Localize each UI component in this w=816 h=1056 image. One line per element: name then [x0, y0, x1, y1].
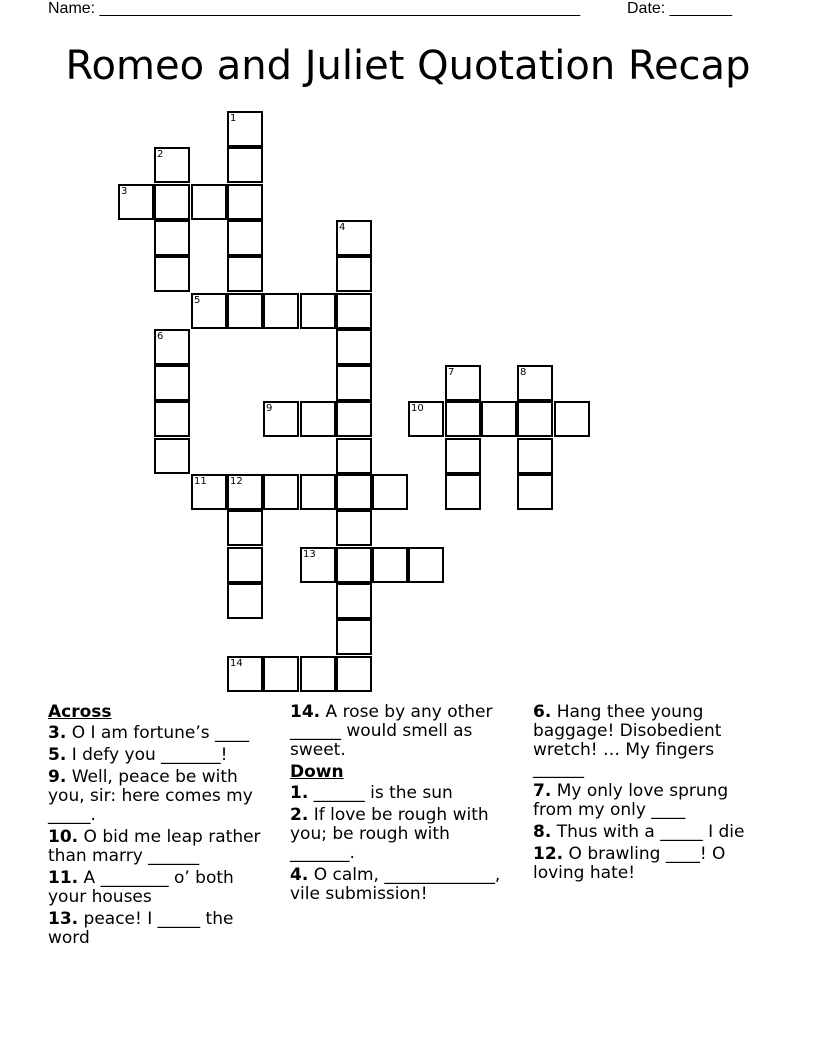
- crossword-cell[interactable]: [336, 329, 372, 365]
- crossword-cell[interactable]: [336, 583, 372, 619]
- crossword-cell[interactable]: [191, 293, 227, 329]
- crossword-cell[interactable]: [191, 184, 227, 220]
- crossword-cell[interactable]: [263, 656, 299, 692]
- clue-number: 4: [339, 222, 346, 233]
- clue-item-text: If love be rough with you; be rough with _______.: [290, 805, 489, 863]
- crossword-cell[interactable]: [336, 438, 372, 474]
- crossword-cell[interactable]: [300, 474, 336, 510]
- crossword-cell[interactable]: [154, 438, 190, 474]
- clue-number: 5: [194, 295, 201, 306]
- crossword-cell[interactable]: [481, 401, 517, 437]
- clue-number: 10: [411, 403, 424, 414]
- crossword-cell[interactable]: [517, 438, 553, 474]
- clue-number: 12: [230, 476, 243, 487]
- crossword-cell[interactable]: [300, 656, 336, 692]
- clue-number: 13: [303, 549, 316, 560]
- clue-item: [533, 782, 753, 820]
- clue-item-text: O brawling ____! O loving hate!: [533, 844, 726, 883]
- crossword-cell[interactable]: [336, 510, 372, 546]
- crossword-cell[interactable]: [154, 147, 190, 183]
- crossword-cell[interactable]: [227, 184, 263, 220]
- crossword-cell[interactable]: [408, 401, 444, 437]
- clue-number: 14: [230, 658, 243, 669]
- clue-item-number: 6.: [533, 702, 552, 722]
- clue-item-number: 1.: [290, 783, 309, 803]
- crossword-cell[interactable]: [517, 401, 553, 437]
- clue-item: [48, 724, 276, 743]
- clue-item-number: 13.: [48, 909, 79, 929]
- crossword-cell[interactable]: [263, 293, 299, 329]
- clue-number: 2: [157, 149, 164, 160]
- crossword-cell[interactable]: [445, 438, 481, 474]
- clue-item-text: A ________ o’ both your houses: [48, 868, 234, 907]
- crossword-cell[interactable]: [263, 474, 299, 510]
- clue-item-number: 9.: [48, 767, 67, 787]
- crossword-cell[interactable]: [445, 401, 481, 437]
- page-title: Romeo and Juliet Quotation Recap: [65, 43, 751, 89]
- crossword-cell[interactable]: [227, 256, 263, 292]
- crossword-cell[interactable]: [154, 256, 190, 292]
- date-field: Date: _______: [627, 0, 732, 17]
- clues-column-2: [290, 701, 512, 907]
- crossword-cell[interactable]: [517, 474, 553, 510]
- clue-item: [533, 845, 753, 883]
- crossword-cell[interactable]: [336, 619, 372, 655]
- name-field: Name: ______________________________________________________: [48, 0, 581, 17]
- crossword-cell[interactable]: [445, 365, 481, 401]
- clue-number: 11: [194, 476, 207, 487]
- clue-number: 6: [157, 331, 164, 342]
- crossword-cell[interactable]: [227, 220, 263, 256]
- clue-item-number: 12.: [533, 844, 564, 864]
- clue-number: 8: [520, 367, 527, 378]
- crossword-cell[interactable]: [227, 111, 263, 147]
- crossword-cell[interactable]: [263, 401, 299, 437]
- clue-item: [48, 746, 276, 765]
- clue-item-text: peace! I _____ the word: [48, 909, 234, 948]
- crossword-cell[interactable]: [445, 474, 481, 510]
- clue-item-text: I defy you _______!: [71, 745, 228, 765]
- clue-item: [290, 703, 512, 760]
- clue-section-heading: Down: [290, 762, 344, 782]
- crossword-cell[interactable]: [336, 656, 372, 692]
- clues-column-3: [533, 701, 753, 886]
- clue-item-text: Hang thee young baggage! Disobedient wretch! … My fingers ______: [533, 702, 722, 779]
- crossword-cell[interactable]: [227, 583, 263, 619]
- crossword-cell[interactable]: [300, 293, 336, 329]
- clue-number: 1: [230, 113, 237, 124]
- clue-item-text: Thus with a _____ I die: [556, 822, 745, 842]
- crossword-cell[interactable]: [154, 220, 190, 256]
- clue-item-number: 4.: [290, 865, 309, 885]
- clue-item-text: O I am fortune’s ____: [71, 723, 249, 743]
- clue-item: [48, 828, 276, 866]
- crossword-cell[interactable]: [372, 474, 408, 510]
- clue-item-number: 7.: [533, 781, 552, 801]
- clue-item: [290, 866, 512, 904]
- clue-item-number: 8.: [533, 822, 552, 842]
- clue-item: [48, 768, 276, 825]
- crossword-cell[interactable]: [227, 293, 263, 329]
- crossword-cell[interactable]: [154, 184, 190, 220]
- crossword-cell[interactable]: [118, 184, 154, 220]
- clue-item-text: O bid me leap rather than marry ______: [48, 827, 261, 866]
- clue-number: 7: [448, 367, 455, 378]
- clue-item-text: O calm, _____________, vile submission!: [290, 865, 501, 904]
- crossword-cell[interactable]: [554, 401, 590, 437]
- crossword-cell[interactable]: [336, 365, 372, 401]
- crossword-cell[interactable]: [300, 547, 336, 583]
- clue-item-number: 3.: [48, 723, 67, 743]
- clue-item: [533, 823, 753, 842]
- crossword-cell[interactable]: [154, 365, 190, 401]
- crossword-cell[interactable]: [336, 547, 372, 583]
- clue-item: [48, 910, 276, 948]
- crossword-cell[interactable]: [372, 547, 408, 583]
- crossword-cell[interactable]: [227, 656, 263, 692]
- clue-item-number: 10.: [48, 827, 79, 847]
- clue-number: 3: [121, 186, 128, 197]
- crossword-cell[interactable]: [336, 401, 372, 437]
- clue-item: [48, 869, 276, 907]
- clue-item-text: My only love sprung from my only ____: [533, 781, 729, 820]
- crossword-cell[interactable]: [300, 401, 336, 437]
- crossword-cell[interactable]: [191, 474, 227, 510]
- crossword-cell[interactable]: [336, 474, 372, 510]
- clue-item: [290, 806, 512, 863]
- clue-item-text: Well, peace be with you, sir: here comes my _____.: [48, 767, 253, 825]
- crossword-cell[interactable]: [336, 293, 372, 329]
- crossword-cell[interactable]: [154, 329, 190, 365]
- clue-item-number: 2.: [290, 805, 309, 825]
- clue-number: 9: [266, 403, 273, 414]
- clue-item-number: 5.: [48, 745, 67, 765]
- clue-item-number: 11.: [48, 868, 79, 888]
- crossword-cell[interactable]: [154, 401, 190, 437]
- crossword-cell[interactable]: [336, 256, 372, 292]
- crossword-cell[interactable]: [336, 220, 372, 256]
- clue-item-text: ______ is the sun: [313, 783, 453, 803]
- crossword-cell[interactable]: [408, 547, 444, 583]
- clue-item-text: A rose by any other ______ would smell as sweet.: [290, 702, 493, 760]
- clue-section-heading: Across: [48, 702, 112, 722]
- crossword-cell[interactable]: [227, 474, 263, 510]
- crossword-cell[interactable]: [227, 547, 263, 583]
- clues-column-1: [48, 701, 276, 951]
- clue-item-number: 14.: [290, 702, 321, 722]
- clue-item: [290, 784, 512, 803]
- crossword-cell[interactable]: [517, 365, 553, 401]
- crossword-cell[interactable]: [227, 510, 263, 546]
- crossword-cell[interactable]: [227, 147, 263, 183]
- clue-item: [533, 703, 753, 779]
